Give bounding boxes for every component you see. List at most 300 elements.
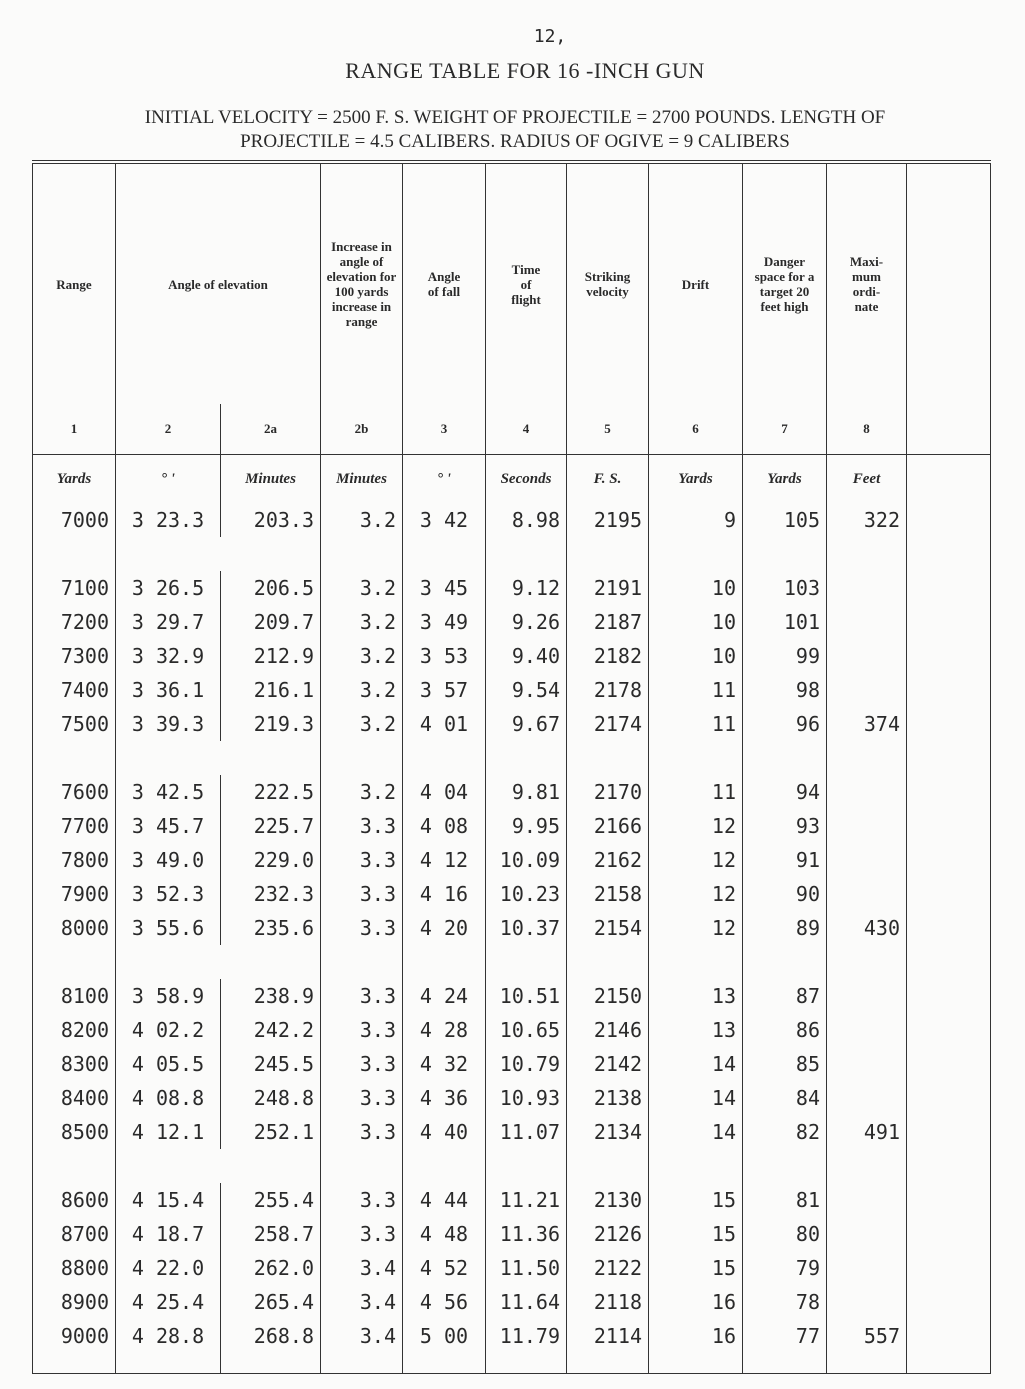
unit-label: Yards bbox=[33, 455, 116, 504]
table-cell bbox=[827, 979, 907, 1013]
table-cell: 225.7 bbox=[221, 809, 321, 843]
table-cell bbox=[907, 1115, 991, 1149]
table-cell bbox=[827, 877, 907, 911]
table-cell: 9000 bbox=[33, 1319, 116, 1353]
spacer-cell bbox=[827, 537, 907, 571]
spacer-cell bbox=[743, 1353, 827, 1374]
table-cell: 258.7 bbox=[221, 1217, 321, 1251]
table-cell: 4 48 bbox=[403, 1217, 486, 1251]
table-cell: 4 40 bbox=[403, 1115, 486, 1149]
header-time-of-flight-text: Time of flight bbox=[511, 261, 541, 307]
table-cell: 3.4 bbox=[321, 1285, 403, 1319]
table-cell: 491 bbox=[827, 1115, 907, 1149]
table-cell: 2130 bbox=[567, 1183, 649, 1217]
table-cell: 9.95 bbox=[486, 809, 567, 843]
table-cell bbox=[907, 1183, 991, 1217]
table-cell: 13 bbox=[649, 979, 743, 1013]
table-cell: 9.40 bbox=[486, 639, 567, 673]
table-cell: 4 04 bbox=[403, 775, 486, 809]
spacer-cell bbox=[827, 1353, 907, 1374]
table-row bbox=[33, 1319, 991, 1353]
table-row bbox=[33, 1013, 991, 1047]
table-cell: 222.5 bbox=[221, 775, 321, 809]
header-increase bbox=[321, 162, 403, 404]
table-cell: 3 55.6 bbox=[116, 911, 221, 945]
table-row bbox=[33, 1081, 991, 1115]
table-cell: 3.4 bbox=[321, 1319, 403, 1353]
table-cell: 93 bbox=[743, 809, 827, 843]
table-cell: 3.2 bbox=[321, 673, 403, 707]
column-number: 2a bbox=[221, 404, 321, 455]
column-number-row bbox=[33, 404, 991, 455]
table-cell: 11.50 bbox=[486, 1251, 567, 1285]
column-number: 2 bbox=[116, 404, 221, 455]
header-angle-of-fall bbox=[403, 162, 486, 404]
table-cell: 212.9 bbox=[221, 639, 321, 673]
page-number: 12, bbox=[533, 26, 567, 47]
table-cell: 229.0 bbox=[221, 843, 321, 877]
table-row bbox=[33, 877, 991, 911]
table-cell: 2195 bbox=[567, 503, 649, 537]
table-cell: 10.51 bbox=[486, 979, 567, 1013]
spacer-cell bbox=[116, 741, 221, 775]
header-range: Range bbox=[33, 162, 116, 404]
table-row bbox=[33, 503, 991, 537]
table-cell: 4 15.4 bbox=[116, 1183, 221, 1217]
table-cell bbox=[907, 843, 991, 877]
spacer-cell bbox=[907, 741, 991, 775]
page-title: RANGE TABLE FOR 16 -INCH GUN bbox=[345, 58, 705, 83]
table-cell: 262.0 bbox=[221, 1251, 321, 1285]
table-cell: 91 bbox=[743, 843, 827, 877]
table-cell: 3.3 bbox=[321, 979, 403, 1013]
table-bottom bbox=[33, 1353, 991, 1374]
table-cell: 12 bbox=[649, 809, 743, 843]
spacer-cell bbox=[567, 1149, 649, 1183]
table-cell bbox=[827, 1183, 907, 1217]
table-cell bbox=[907, 877, 991, 911]
units-row bbox=[33, 455, 991, 504]
table-cell: 5 00 bbox=[403, 1319, 486, 1353]
table-cell: 3 23.3 bbox=[116, 503, 221, 537]
spacer-cell bbox=[907, 537, 991, 571]
table-row bbox=[33, 1217, 991, 1251]
table-cell: 8500 bbox=[33, 1115, 116, 1149]
table-cell: 12 bbox=[649, 877, 743, 911]
header-maximum-ordinate-text: Maxi-mum ordi-nate bbox=[849, 254, 884, 314]
spacer-cell bbox=[567, 945, 649, 979]
table-cell: 8.98 bbox=[486, 503, 567, 537]
table-cell: 4 24 bbox=[403, 979, 486, 1013]
table-cell: 2150 bbox=[567, 979, 649, 1013]
spacer-cell bbox=[649, 537, 743, 571]
table-cell: 15 bbox=[649, 1183, 743, 1217]
table-cell: 4 36 bbox=[403, 1081, 486, 1115]
table-cell bbox=[827, 639, 907, 673]
table-cell bbox=[907, 775, 991, 809]
table-cell: 3.2 bbox=[321, 639, 403, 673]
unit-label: Yards bbox=[743, 455, 827, 504]
table-cell: 3.3 bbox=[321, 1183, 403, 1217]
table-cell: 3.3 bbox=[321, 1013, 403, 1047]
column-number: 1 bbox=[33, 404, 116, 455]
table-cell: 80 bbox=[743, 1217, 827, 1251]
table-cell: 11.64 bbox=[486, 1285, 567, 1319]
table-cell bbox=[907, 1251, 991, 1285]
table-cell: 4 25.4 bbox=[116, 1285, 221, 1319]
spacer-cell bbox=[403, 537, 486, 571]
table-cell: 4 52 bbox=[403, 1251, 486, 1285]
table-cell: 252.1 bbox=[221, 1115, 321, 1149]
table-row bbox=[33, 707, 991, 741]
spacer-cell bbox=[116, 1353, 221, 1374]
table-cell: 268.8 bbox=[221, 1319, 321, 1353]
table-row bbox=[33, 1285, 991, 1319]
spacer-cell bbox=[567, 741, 649, 775]
table-cell: 3 32.9 bbox=[116, 639, 221, 673]
table-cell: 4 08 bbox=[403, 809, 486, 843]
table-cell: 9.26 bbox=[486, 605, 567, 639]
column-number: 8 bbox=[827, 404, 907, 455]
group-spacer bbox=[33, 945, 991, 979]
table-cell: 8400 bbox=[33, 1081, 116, 1115]
spacer-cell bbox=[403, 1353, 486, 1374]
spacer-cell bbox=[33, 945, 116, 979]
header-angle-of-elevation: Angle of elevation bbox=[116, 162, 321, 404]
table-cell: 10 bbox=[649, 639, 743, 673]
table-cell: 2182 bbox=[567, 639, 649, 673]
table-cell: 2170 bbox=[567, 775, 649, 809]
unit-label: Minutes bbox=[321, 455, 403, 504]
table-row bbox=[33, 1183, 991, 1217]
table-cell: 8000 bbox=[33, 911, 116, 945]
table-cell bbox=[907, 809, 991, 843]
table-cell: 3.3 bbox=[321, 843, 403, 877]
table-cell: 98 bbox=[743, 673, 827, 707]
column-number: 4 bbox=[486, 404, 567, 455]
spacer-cell bbox=[486, 1353, 567, 1374]
table-cell: 11.07 bbox=[486, 1115, 567, 1149]
table-cell: 7500 bbox=[33, 707, 116, 741]
blank-column bbox=[907, 162, 991, 404]
unit-label: ° ' bbox=[116, 455, 221, 504]
table-cell bbox=[827, 673, 907, 707]
table-cell: 216.1 bbox=[221, 673, 321, 707]
spacer-cell bbox=[321, 945, 403, 979]
table-cell: 235.6 bbox=[221, 911, 321, 945]
table-cell bbox=[907, 673, 991, 707]
table-row bbox=[33, 605, 991, 639]
spacer-cell bbox=[649, 1149, 743, 1183]
spacer-cell bbox=[486, 537, 567, 571]
table-row bbox=[33, 809, 991, 843]
table-cell: 10.37 bbox=[486, 911, 567, 945]
table-row bbox=[33, 1115, 991, 1149]
table-cell: 2126 bbox=[567, 1217, 649, 1251]
table-cell: 4 32 bbox=[403, 1047, 486, 1081]
table-cell bbox=[907, 1217, 991, 1251]
table-cell: 3.3 bbox=[321, 1217, 403, 1251]
table-cell bbox=[827, 809, 907, 843]
spacer-cell bbox=[221, 1149, 321, 1183]
table-cell: 11 bbox=[649, 673, 743, 707]
spacer-cell bbox=[743, 1149, 827, 1183]
table-cell: 8900 bbox=[33, 1285, 116, 1319]
table-cell: 86 bbox=[743, 1013, 827, 1047]
table-cell: 7900 bbox=[33, 877, 116, 911]
table-cell: 3 42.5 bbox=[116, 775, 221, 809]
table-cell: 4 28 bbox=[403, 1013, 486, 1047]
table-cell: 13 bbox=[649, 1013, 743, 1047]
table-cell bbox=[907, 1081, 991, 1115]
table-cell: 4 02.2 bbox=[116, 1013, 221, 1047]
spacer-cell bbox=[649, 945, 743, 979]
table-cell: 3 42 bbox=[403, 503, 486, 537]
table-cell: 7800 bbox=[33, 843, 116, 877]
table-cell: 3.3 bbox=[321, 809, 403, 843]
table-cell: 87 bbox=[743, 979, 827, 1013]
spacer-cell bbox=[33, 1353, 116, 1374]
table-cell: 9 bbox=[649, 503, 743, 537]
spacer-cell bbox=[403, 741, 486, 775]
table-cell: 8800 bbox=[33, 1251, 116, 1285]
table-cell: 7100 bbox=[33, 571, 116, 605]
table-cell bbox=[907, 1047, 991, 1081]
table-cell bbox=[827, 605, 907, 639]
table-row bbox=[33, 639, 991, 673]
table-cell: 3.3 bbox=[321, 911, 403, 945]
table-cell: 11.21 bbox=[486, 1183, 567, 1217]
unit-label: Seconds bbox=[486, 455, 567, 504]
table-cell: 4 28.8 bbox=[116, 1319, 221, 1353]
spacer-cell bbox=[221, 945, 321, 979]
table-cell: 3 53 bbox=[403, 639, 486, 673]
spacer-cell bbox=[486, 741, 567, 775]
table-cell: 7200 bbox=[33, 605, 116, 639]
table-cell: 89 bbox=[743, 911, 827, 945]
table-cell: 99 bbox=[743, 639, 827, 673]
table-cell: 77 bbox=[743, 1319, 827, 1353]
table-cell: 8700 bbox=[33, 1217, 116, 1251]
table-cell: 2166 bbox=[567, 809, 649, 843]
table-cell: 4 16 bbox=[403, 877, 486, 911]
table-cell: 3.3 bbox=[321, 1115, 403, 1149]
table-cell: 3 45 bbox=[403, 571, 486, 605]
table-cell: 3.2 bbox=[321, 707, 403, 741]
table-cell: 85 bbox=[743, 1047, 827, 1081]
table-cell: 3 52.3 bbox=[116, 877, 221, 911]
table-cell: 10.23 bbox=[486, 877, 567, 911]
table-cell: 10.09 bbox=[486, 843, 567, 877]
table-cell: 2118 bbox=[567, 1285, 649, 1319]
spacer-cell bbox=[33, 741, 116, 775]
spacer-cell bbox=[33, 537, 116, 571]
table-cell: 14 bbox=[649, 1047, 743, 1081]
table-cell: 4 05.5 bbox=[116, 1047, 221, 1081]
spacer-cell bbox=[649, 741, 743, 775]
column-number: 6 bbox=[649, 404, 743, 455]
table-row bbox=[33, 673, 991, 707]
table-cell: 10.65 bbox=[486, 1013, 567, 1047]
table-cell: 4 44 bbox=[403, 1183, 486, 1217]
table-cell: 2134 bbox=[567, 1115, 649, 1149]
table-row bbox=[33, 911, 991, 945]
table-cell: 203.3 bbox=[221, 503, 321, 537]
table-cell: 4 18.7 bbox=[116, 1217, 221, 1251]
table-cell: 238.9 bbox=[221, 979, 321, 1013]
table-row bbox=[33, 843, 991, 877]
table-row bbox=[33, 1047, 991, 1081]
table-cell: 322 bbox=[827, 503, 907, 537]
table-cell: 3 29.7 bbox=[116, 605, 221, 639]
table-cell: 4 12.1 bbox=[116, 1115, 221, 1149]
spacer-cell bbox=[743, 741, 827, 775]
subtitle-line-2: PROJECTILE = 4.5 CALIBERS. RADIUS OF OGIVE = 9 CALIBERS bbox=[240, 131, 790, 152]
table-row bbox=[33, 979, 991, 1013]
table-cell: 10 bbox=[649, 571, 743, 605]
table-cell: 265.4 bbox=[221, 1285, 321, 1319]
spacer-cell bbox=[743, 945, 827, 979]
table-cell bbox=[907, 707, 991, 741]
table-cell bbox=[907, 1285, 991, 1319]
spacer-cell bbox=[827, 945, 907, 979]
spacer-cell bbox=[33, 1149, 116, 1183]
table-row bbox=[33, 571, 991, 605]
table-cell: 7000 bbox=[33, 503, 116, 537]
table-cell: 4 56 bbox=[403, 1285, 486, 1319]
spacer-cell bbox=[827, 741, 907, 775]
table-cell: 4 22.0 bbox=[116, 1251, 221, 1285]
table-cell: 206.5 bbox=[221, 571, 321, 605]
spacer-cell bbox=[567, 1353, 649, 1374]
table-cell: 8300 bbox=[33, 1047, 116, 1081]
spacer-cell bbox=[221, 1353, 321, 1374]
spacer-cell bbox=[221, 741, 321, 775]
table-cell: 3.2 bbox=[321, 775, 403, 809]
table-cell: 16 bbox=[649, 1319, 743, 1353]
table-cell: 8200 bbox=[33, 1013, 116, 1047]
table-cell bbox=[907, 639, 991, 673]
subtitle bbox=[40, 106, 990, 154]
table-cell: 2178 bbox=[567, 673, 649, 707]
table-cell: 96 bbox=[743, 707, 827, 741]
table-cell: 2154 bbox=[567, 911, 649, 945]
table-cell: 7400 bbox=[33, 673, 116, 707]
table-cell: 4 08.8 bbox=[116, 1081, 221, 1115]
table-cell: 94 bbox=[743, 775, 827, 809]
table-cell: 10 bbox=[649, 605, 743, 639]
table-cell: 16 bbox=[649, 1285, 743, 1319]
table-cell: 79 bbox=[743, 1251, 827, 1285]
table-cell: 3.2 bbox=[321, 605, 403, 639]
table-cell: 3 49 bbox=[403, 605, 486, 639]
header-time-of-flight bbox=[486, 162, 567, 404]
table-cell: 7700 bbox=[33, 809, 116, 843]
table-cell bbox=[827, 1285, 907, 1319]
spacer-cell bbox=[567, 537, 649, 571]
table-cell: 12 bbox=[649, 843, 743, 877]
header-danger-space-text: Danger space for a target 20 feet high bbox=[754, 254, 815, 314]
table-cell: 3 45.7 bbox=[116, 809, 221, 843]
header-row bbox=[33, 162, 991, 404]
table-cell bbox=[827, 1217, 907, 1251]
table-cell: 7300 bbox=[33, 639, 116, 673]
spacer-cell bbox=[907, 945, 991, 979]
table-cell: 2138 bbox=[567, 1081, 649, 1115]
table-cell: 2174 bbox=[567, 707, 649, 741]
table-cell: 15 bbox=[649, 1251, 743, 1285]
spacer-cell bbox=[403, 945, 486, 979]
table-cell: 2158 bbox=[567, 877, 649, 911]
table-cell bbox=[907, 979, 991, 1013]
table-cell: 82 bbox=[743, 1115, 827, 1149]
table-cell: 7600 bbox=[33, 775, 116, 809]
table-cell: 4 20 bbox=[403, 911, 486, 945]
unit-label: ° ' bbox=[403, 455, 486, 504]
spacer-cell bbox=[321, 741, 403, 775]
table-cell bbox=[907, 503, 991, 537]
table-cell bbox=[907, 605, 991, 639]
table-cell bbox=[827, 1047, 907, 1081]
spacer-cell bbox=[649, 1353, 743, 1374]
spacer-cell bbox=[907, 1353, 991, 1374]
table-cell: 4 12 bbox=[403, 843, 486, 877]
spacer-cell bbox=[743, 537, 827, 571]
table-cell: 8100 bbox=[33, 979, 116, 1013]
table-cell: 2162 bbox=[567, 843, 649, 877]
table-cell: 8600 bbox=[33, 1183, 116, 1217]
table-cell: 255.4 bbox=[221, 1183, 321, 1217]
table-cell: 10.79 bbox=[486, 1047, 567, 1081]
spacer-cell bbox=[321, 1149, 403, 1183]
table-cell: 15 bbox=[649, 1217, 743, 1251]
header-striking-velocity bbox=[567, 162, 649, 404]
table-cell: 9.81 bbox=[486, 775, 567, 809]
table-cell bbox=[827, 1251, 907, 1285]
table-cell: 209.7 bbox=[221, 605, 321, 639]
table-cell: 3.3 bbox=[321, 1081, 403, 1115]
table-cell: 84 bbox=[743, 1081, 827, 1115]
table-cell: 4 01 bbox=[403, 707, 486, 741]
table-cell: 11.36 bbox=[486, 1217, 567, 1251]
table-cell bbox=[907, 1319, 991, 1353]
table-cell: 9.54 bbox=[486, 673, 567, 707]
table-cell bbox=[907, 571, 991, 605]
spacer-cell bbox=[221, 537, 321, 571]
table-cell: 3 39.3 bbox=[116, 707, 221, 741]
table-cell: 105 bbox=[743, 503, 827, 537]
column-number: 2b bbox=[321, 404, 403, 455]
table-cell bbox=[907, 911, 991, 945]
table-cell bbox=[907, 1013, 991, 1047]
table-cell: 245.5 bbox=[221, 1047, 321, 1081]
table-cell bbox=[827, 843, 907, 877]
unit-label: Yards bbox=[649, 455, 743, 504]
table-cell: 2191 bbox=[567, 571, 649, 605]
table-cell: 90 bbox=[743, 877, 827, 911]
spacer-cell bbox=[403, 1149, 486, 1183]
unit-label bbox=[907, 455, 991, 504]
table-cell: 10.93 bbox=[486, 1081, 567, 1115]
unit-label: Feet bbox=[827, 455, 907, 504]
table-cell: 11 bbox=[649, 775, 743, 809]
group-spacer bbox=[33, 537, 991, 571]
table-cell: 3 58.9 bbox=[116, 979, 221, 1013]
table-cell: 3.2 bbox=[321, 503, 403, 537]
table-cell: 2146 bbox=[567, 1013, 649, 1047]
column-number: 3 bbox=[403, 404, 486, 455]
table-cell: 14 bbox=[649, 1115, 743, 1149]
